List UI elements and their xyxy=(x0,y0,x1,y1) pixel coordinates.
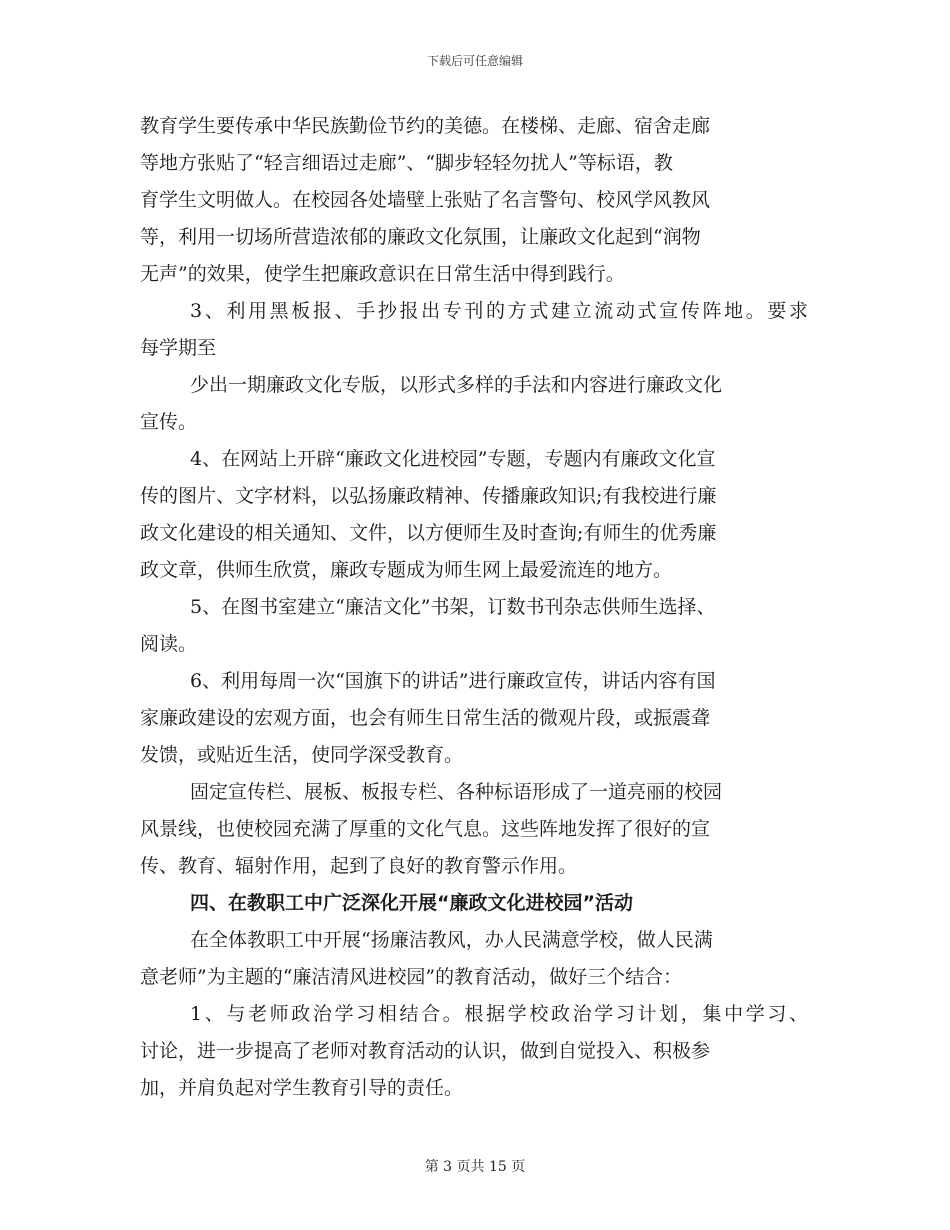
paragraph xyxy=(140,589,808,663)
text-line: 等地方张贴了“轻言细语过走廊”、“脚步轻轻勿扰人”等标语，教 xyxy=(140,152,673,174)
text-line: 教育学生要传承中华民族勤俭节约的美德。在楼梯、走廊、宿舍走廊 xyxy=(140,115,711,137)
section-heading xyxy=(140,885,808,922)
paragraph xyxy=(140,996,811,1107)
paragraph xyxy=(140,108,808,293)
paragraph xyxy=(140,441,808,589)
text-line: 6、利用每周一次“国旗下的讲话”进行廉政宣传，讲话内容有国 xyxy=(190,670,716,692)
paragraph xyxy=(140,293,811,367)
text-line: 5、在图书室建立“廉洁文化”书架，订数书刊杂志供师生选择、 xyxy=(190,596,716,618)
page-header: 下载后可任意编辑 xyxy=(426,54,523,68)
page-footer: 第 3 页共 15 页 xyxy=(424,1159,526,1175)
text-line: 固定宣传栏、展板、板报专栏、各种标语形成了一道亮丽的校园 xyxy=(190,781,723,803)
text-line: 发馈，或贴近生活，使同学深受教育。 xyxy=(140,744,464,766)
text-line: 讨论，进一步提高了老师对教育活动的认识，做到自觉投入、积极参 xyxy=(140,1040,711,1062)
text-line: 少出一期廉政文化专版，以形式多样的手法和内容进行廉政文化 xyxy=(190,374,723,396)
text-line: 四、在教职工中广泛深化开展“廉政文化进校园”活动 xyxy=(190,892,633,914)
text-line: 育学生文明做人。在校园各处墙壁上张贴了名言警句、校风学风教风 xyxy=(140,189,711,211)
paragraph xyxy=(140,663,808,774)
text-line: 政文章，供师生欣赏，廉政专题成为师生网上最爱流连的地方。 xyxy=(140,559,673,581)
text-line: 等，利用一切场所营造浓郁的廉政文化氛围，让廉政文化起到“润物 xyxy=(140,226,701,248)
document-body xyxy=(140,108,811,1107)
paragraph xyxy=(140,922,808,996)
text-line: 家廉政建设的宏观方面，也会有师生日常生活的微观片段，或振震聋 xyxy=(140,707,711,729)
text-line: 风景线，也使校园充满了厚重的文化气息。这些阵地发挥了很好的宣 xyxy=(140,818,711,840)
text-line: 4、在网站上开辟“廉政文化进校园”专题，专题内有廉政文化宣 xyxy=(190,448,716,470)
text-line: 阅读。 xyxy=(140,633,198,655)
text-line: 在全体教职工中开展“扬廉洁教风，办人民满意学校，做人民满 xyxy=(190,929,713,951)
text-line: 1、与老师政治学习相结合。根据学校政治学习计划，集中学习、 xyxy=(190,1003,811,1025)
paragraph xyxy=(140,367,808,441)
text-line: 传的图片、文字材料，以弘扬廉政精神、传播廉政知识;有我校进行廉 xyxy=(140,485,717,507)
paragraph xyxy=(140,774,808,885)
text-line: 无声”的效果，使学生把廉政意识在日常生活中得到践行。 xyxy=(140,263,625,285)
text-line: 每学期至 xyxy=(140,337,217,359)
text-line: 政文化建设的相关通知、文件，以方便师生及时查询;有师生的优秀廉 xyxy=(140,522,717,544)
text-line: 传、教育、辐射作用，起到了良好的教育警示作用。 xyxy=(140,855,578,877)
text-line: 宣传。 xyxy=(140,411,198,433)
text-line: 意老师”为主题的“廉洁清风进校园”的教育活动，做好三个结合： xyxy=(140,966,683,988)
text-line: 加，并肩负起对学生教育引导的责任。 xyxy=(140,1077,464,1099)
text-line: 3、利用黑板报、手抄报出专刊的方式建立流动式宣传阵地。要求 xyxy=(190,300,811,322)
